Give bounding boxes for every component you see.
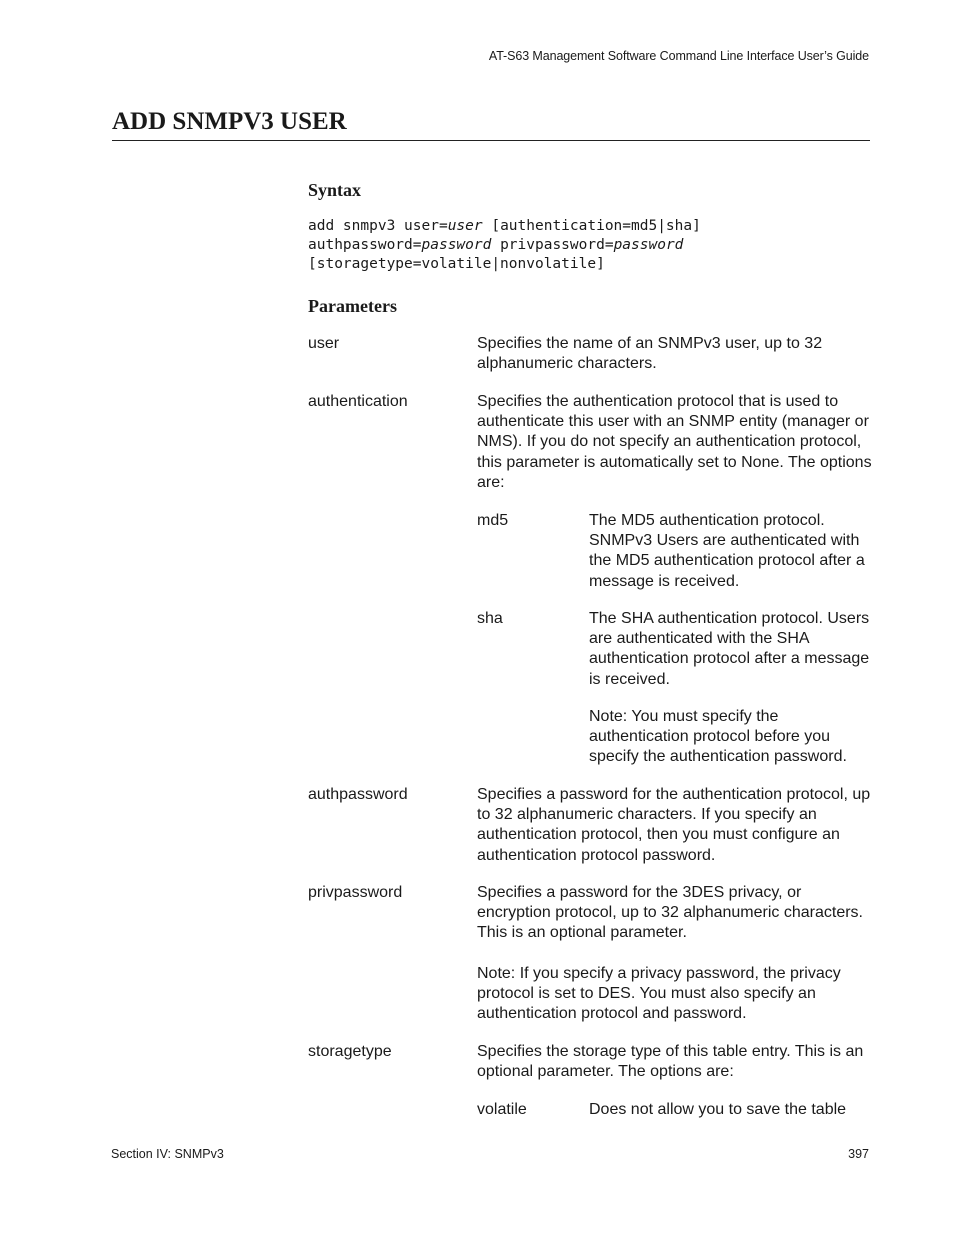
param-name-storagetype: storagetype (308, 1043, 392, 1060)
param-desc-user: Specifies the name of an SNMPv3 user, up to 32 alphanumeric characters. (477, 335, 823, 373)
option-name-sha: sha (477, 610, 503, 627)
option-name-md5: md5 (477, 512, 509, 529)
footer-section: Section IV: SNMPv3 (111, 1147, 224, 1161)
option-desc-sha: The SHA authentication protocol. Users are authenticated with the SHA authentication protocol after a message is received. (589, 610, 870, 688)
param-name-authpassword: authpassword (308, 786, 408, 803)
param-name-privpassword: privpassword (308, 884, 403, 901)
param-desc-storagetype: Specifies the storage type of this table entry. This is an optional parameter. The options are: (477, 1043, 864, 1081)
param-name-authentication: authentication (308, 393, 408, 410)
syntax-block (308, 217, 701, 274)
syntax-line-3: [storagetype=volatile|nonvolatile] (308, 256, 605, 272)
option-desc-md5: The MD5 authentication protocol. SNMPv3 Users are authenticated with the MD5 authentication protocol after a message is received. (589, 512, 865, 590)
param-desc-authentication: Specifies the authentication protocol that is used to authenticate this user with an SNMP entity (manager or NMS). If you do not specify an authentication protocol, this parameter is automatically set to None. The options are: (477, 393, 872, 491)
page-title: ADD SNMPV3 USER (112, 108, 347, 135)
param-desc-authpassword: Specifies a password for the authentication protocol, up to 32 alphanumeric characters. If you specify an authentication protocol, then you must configure an authentication protocol password. (477, 786, 871, 864)
parameters-heading: Parameters (308, 296, 397, 316)
param-name-user: user (308, 335, 340, 352)
note-privpassword: Note: If you specify a privacy password, the privacy protocol is set to DES. You must also specify an authentication protocol and password. (477, 965, 841, 1023)
running-header: AT-S63 Management Software Command Line Interface User’s Guide (488, 49, 869, 63)
param-desc-privpassword: Specifies a password for the 3DES privacy, or encryption protocol, up to 32 alphanumeric characters. This is an optional parameter. (477, 884, 863, 942)
syntax-line-1: add snmpv3 user=user [authentication=md5|sha] (308, 218, 701, 234)
note-authentication: Note: You must specify the authentication protocol before you specify the authentication password. (589, 708, 847, 766)
title-rule (112, 140, 870, 141)
option-desc-volatile: Does not allow you to save the table (589, 1101, 847, 1118)
footer-page-number: 397 (848, 1147, 869, 1161)
syntax-line-2: authpassword=password privpassword=password (308, 237, 684, 253)
syntax-heading: Syntax (308, 180, 362, 200)
option-name-volatile: volatile (477, 1101, 527, 1118)
